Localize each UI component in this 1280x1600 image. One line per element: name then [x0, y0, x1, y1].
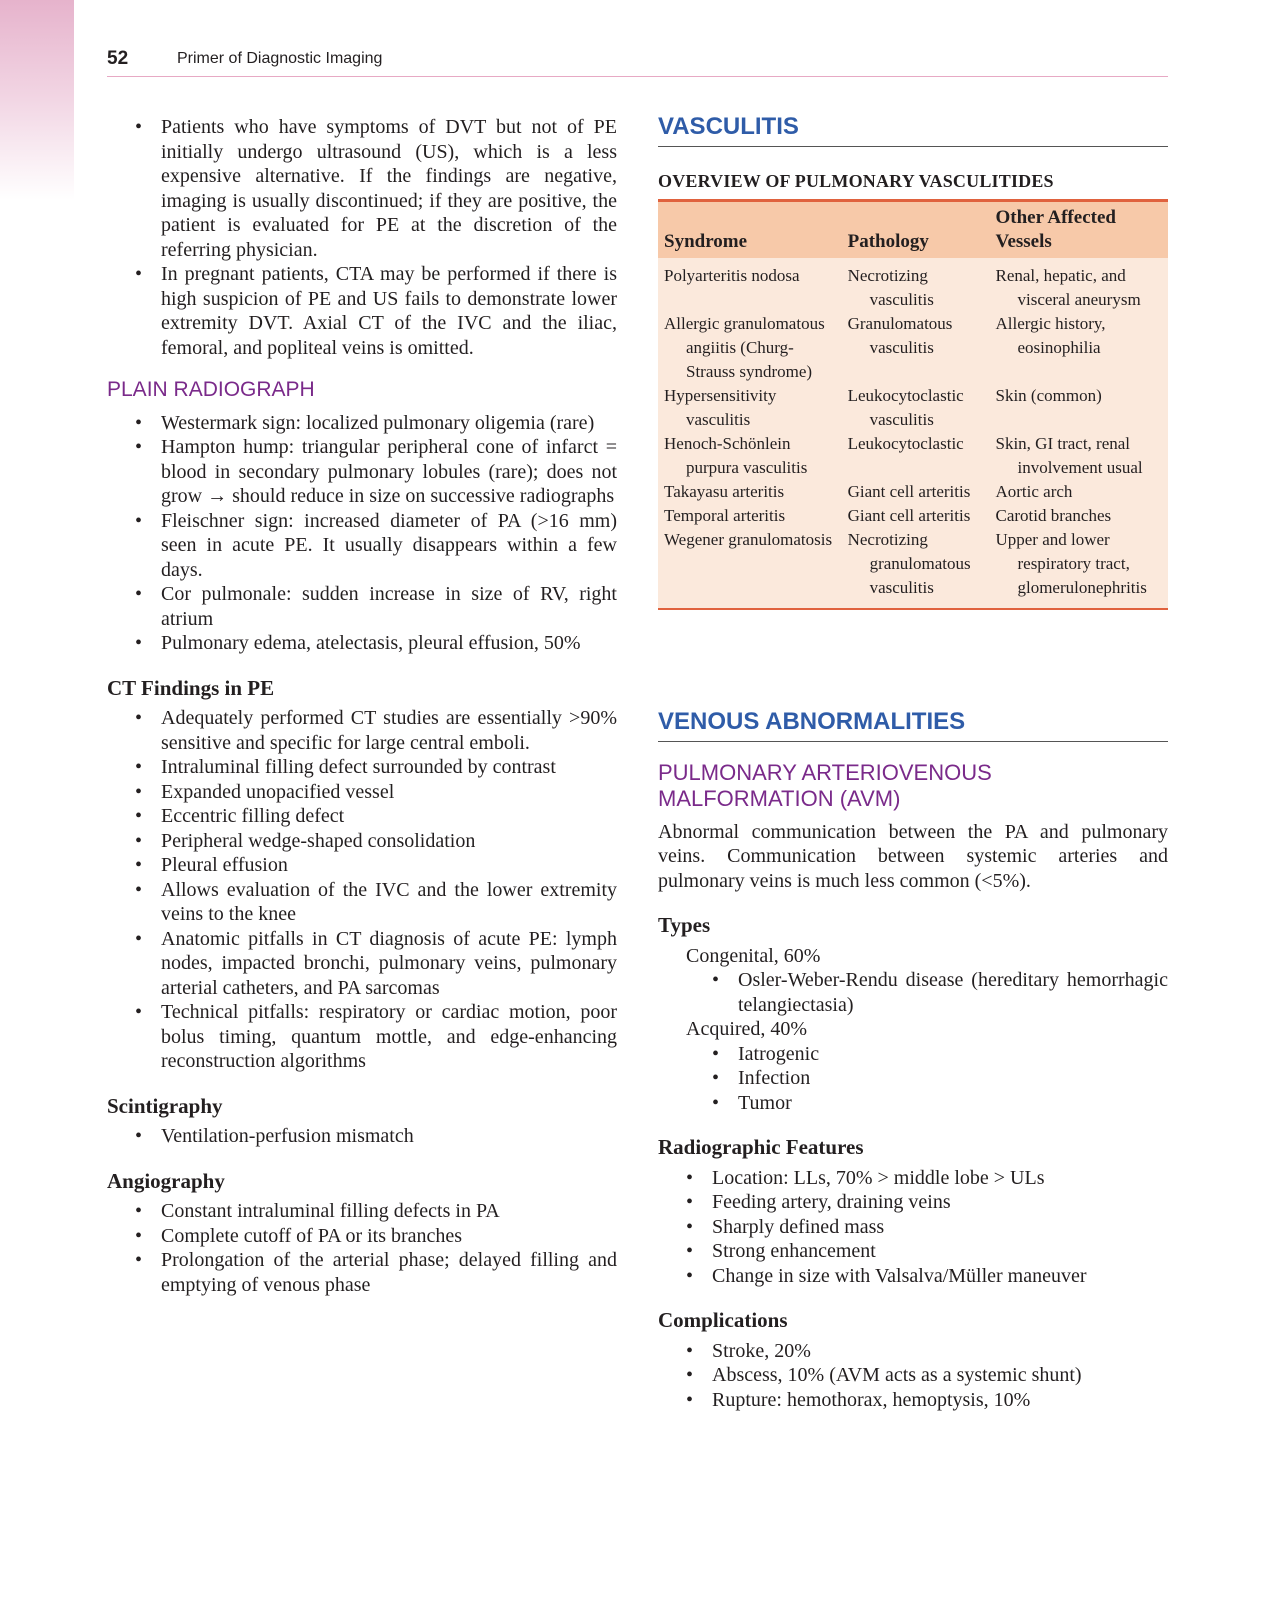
running-title: Primer of Diagnostic Imaging	[177, 50, 383, 67]
table-header-row	[658, 201, 1168, 259]
acquired-list	[658, 1042, 1168, 1116]
table-cell: Wegener granulomatosis	[664, 530, 833, 549]
list-item: • Tumor	[658, 1091, 1168, 1116]
table-cell: Allergic granulomatous angiitis (Churg-Strauss syndrome)	[664, 314, 825, 381]
list-item: • Eccentric filling defect	[107, 804, 617, 829]
table-cell: Necrotizing vasculitis	[847, 266, 934, 309]
table-cell: Skin, GI tract, renal involvement usual	[995, 434, 1143, 477]
table-cell: Leukocytoclastic vasculitis	[847, 386, 964, 429]
table-cell: Leukocytoclastic	[847, 434, 964, 453]
list-item: • Stroke, 20%	[658, 1339, 1168, 1364]
heading-radiographic-features: Radiographic Features	[658, 1135, 864, 1159]
table-cell: Aortic arch	[995, 482, 1073, 501]
col-header-other-vessels: Other Affected Vessels	[989, 201, 1168, 259]
corner-decoration	[0, 0, 74, 200]
table-cell: Granulomatous vasculitis	[847, 314, 953, 357]
intro-list	[107, 115, 617, 360]
avm-paragraph: Abnormal communication between the PA and pulmonary veins. Communication between systemic arteries and pulmonary veins is much less common (<5%).	[658, 820, 1168, 892]
heading-types: Types	[658, 913, 711, 937]
table-cell: Takayasu arteritis	[664, 482, 785, 501]
list-item: • Westermark sign: localized pulmonary oligemia (rare)	[107, 411, 617, 436]
list-item: • Technical pitfalls: respiratory or cardiac motion, poor bolus timing, quantum mottle, and edge-enhancing reconstruction algorithms	[107, 1000, 617, 1074]
list-item: • Iatrogenic	[658, 1042, 1168, 1067]
type-acquired: Acquired, 40%	[686, 1018, 808, 1040]
list-item: • Pulmonary edema, atelectasis, pleural effusion, 50%	[107, 631, 617, 656]
table-cell: Polyarteritis nodosa	[664, 266, 800, 285]
table-cell: Giant cell arteritis	[847, 506, 971, 525]
table-cell: Renal, hepatic, and visceral aneurysm	[995, 266, 1141, 309]
scintigraphy-list	[107, 1124, 617, 1149]
radiographic-list	[658, 1166, 1168, 1289]
list-item: • Osler-Weber-Rendu disease (hereditary hemorrhagic telangiectasia)	[658, 968, 1168, 1017]
heading-vasculitis: VASCULITIS	[658, 115, 1168, 147]
table-cell: Skin (common)	[995, 386, 1102, 405]
vasculitides-table	[658, 199, 1168, 610]
table-row	[658, 432, 1168, 480]
table-row	[658, 504, 1168, 528]
heading-venous-abnormalities: VENOUS ABNORMALITIES	[658, 710, 1168, 742]
section-heading-avm: PULMONARY ARTERIOVENOUS MALFORMATION (AVM)	[658, 759, 992, 811]
ct-findings-list	[107, 706, 617, 1074]
heading-complications: Complications	[658, 1308, 788, 1332]
congenital-list	[658, 968, 1168, 1017]
heading-scintigraphy: Scintigraphy	[107, 1093, 223, 1118]
list-item: • In pregnant patients, CTA may be performed if there is high suspicion of PE and US fails to demonstrate lower extremity DVT. Axial CT of the IVC and the iliac, femoral, and popliteal veins is omitted.	[107, 262, 617, 360]
running-header	[107, 46, 1168, 77]
list-item: • Feeding artery, draining veins	[658, 1190, 1168, 1215]
list-item: • Location: LLs, 70% > middle lobe > ULs	[658, 1166, 1168, 1191]
list-item: • Rupture: hemothorax, hemoptysis, 10%	[658, 1388, 1168, 1413]
heading-angiography: Angiography	[107, 1168, 225, 1193]
table-cell: Carotid branches	[995, 506, 1112, 525]
heading-ct-findings: CT Findings in PE	[107, 675, 275, 700]
page-number: 52	[107, 48, 129, 69]
col-header-syndrome: Syndrome	[658, 201, 842, 259]
list-item: • Peripheral wedge-shaped consolidation	[107, 829, 617, 854]
table-cell: Temporal arteritis	[664, 506, 786, 525]
plain-radiograph-list	[107, 411, 617, 656]
col-header-pathology: Pathology	[842, 201, 990, 259]
list-item: • Sharply defined mass	[658, 1215, 1168, 1240]
angiography-list	[107, 1199, 617, 1297]
list-item: • Constant intraluminal filling defects in PA	[107, 1199, 617, 1224]
table-cell: Hypersensitivity vasculitis	[664, 386, 777, 429]
type-congenital: Congenital, 60%	[686, 944, 821, 967]
section-heading-plain-radiograph: PLAIN RADIOGRAPH	[107, 378, 315, 401]
list-item: • Complete cutoff of PA or its branches	[107, 1224, 617, 1249]
table-cell: Necrotizing granulomatous vasculitis	[847, 530, 971, 597]
list-item: • Anatomic pitfalls in CT diagnosis of acute PE: lymph nodes, impacted bronchi, pulmonary veins, pulmonary arterial catheters, and PA sarcomas	[107, 927, 617, 1001]
table-row	[658, 480, 1168, 504]
table-row	[658, 258, 1168, 312]
list-item: • Intraluminal filling defect surrounded by contrast	[107, 755, 617, 780]
list-item: • Prolongation of the arterial phase; delayed filling and emptying of venous phase	[107, 1248, 617, 1297]
list-item: • Ventilation-perfusion mismatch	[107, 1124, 617, 1149]
list-item: • Cor pulmonale: sudden increase in size of RV, right atrium	[107, 582, 617, 631]
list-item: • Hampton hump: triangular peripheral cone of infarct = blood in secondary pulmonary lobules (rare); does not grow → should reduce in size on successive radiographs	[107, 435, 617, 509]
right-column	[658, 115, 1168, 1412]
list-item: • Infection	[658, 1066, 1168, 1091]
table-title: OVERVIEW OF PULMONARY VASCULITIDES	[658, 170, 1054, 191]
table-row	[658, 384, 1168, 432]
list-item: • Expanded unopacified vessel	[107, 780, 617, 805]
list-item: • Adequately performed CT studies are essentially >90% sensitive and specific for large central emboli.	[107, 706, 617, 755]
left-column	[107, 115, 617, 1297]
list-item: • Strong enhancement	[658, 1239, 1168, 1264]
table-row	[658, 312, 1168, 384]
table-cell: Giant cell arteritis	[847, 482, 971, 501]
list-item: • Change in size with Valsalva/Müller maneuver	[658, 1264, 1168, 1289]
table-cell: Henoch-Schönlein purpura vasculitis	[664, 434, 808, 477]
list-item: • Fleischner sign: increased diameter of PA (>16 mm) seen in acute PE. It usually disappears within a few days.	[107, 509, 617, 583]
list-item: • Allows evaluation of the IVC and the lower extremity veins to the knee	[107, 878, 617, 927]
table-row	[658, 528, 1168, 609]
complications-list	[658, 1339, 1168, 1413]
table-cell: Allergic history, eosinophilia	[995, 314, 1106, 357]
spacer	[658, 610, 1168, 710]
list-item: • Pleural effusion	[107, 853, 617, 878]
list-item: • Patients who have symptoms of DVT but not of PE initially undergo ultrasound (US), which is a less expensive alternative. If the findings are negative, imaging is usually discontinued; if they are positive, the patient is evaluated for PE at the discretion of the referring physician.	[107, 115, 617, 262]
list-item: • Abscess, 10% (AVM acts as a systemic shunt)	[658, 1363, 1168, 1388]
table-cell: Upper and lower respiratory tract, glomerulonephritis	[995, 530, 1147, 597]
